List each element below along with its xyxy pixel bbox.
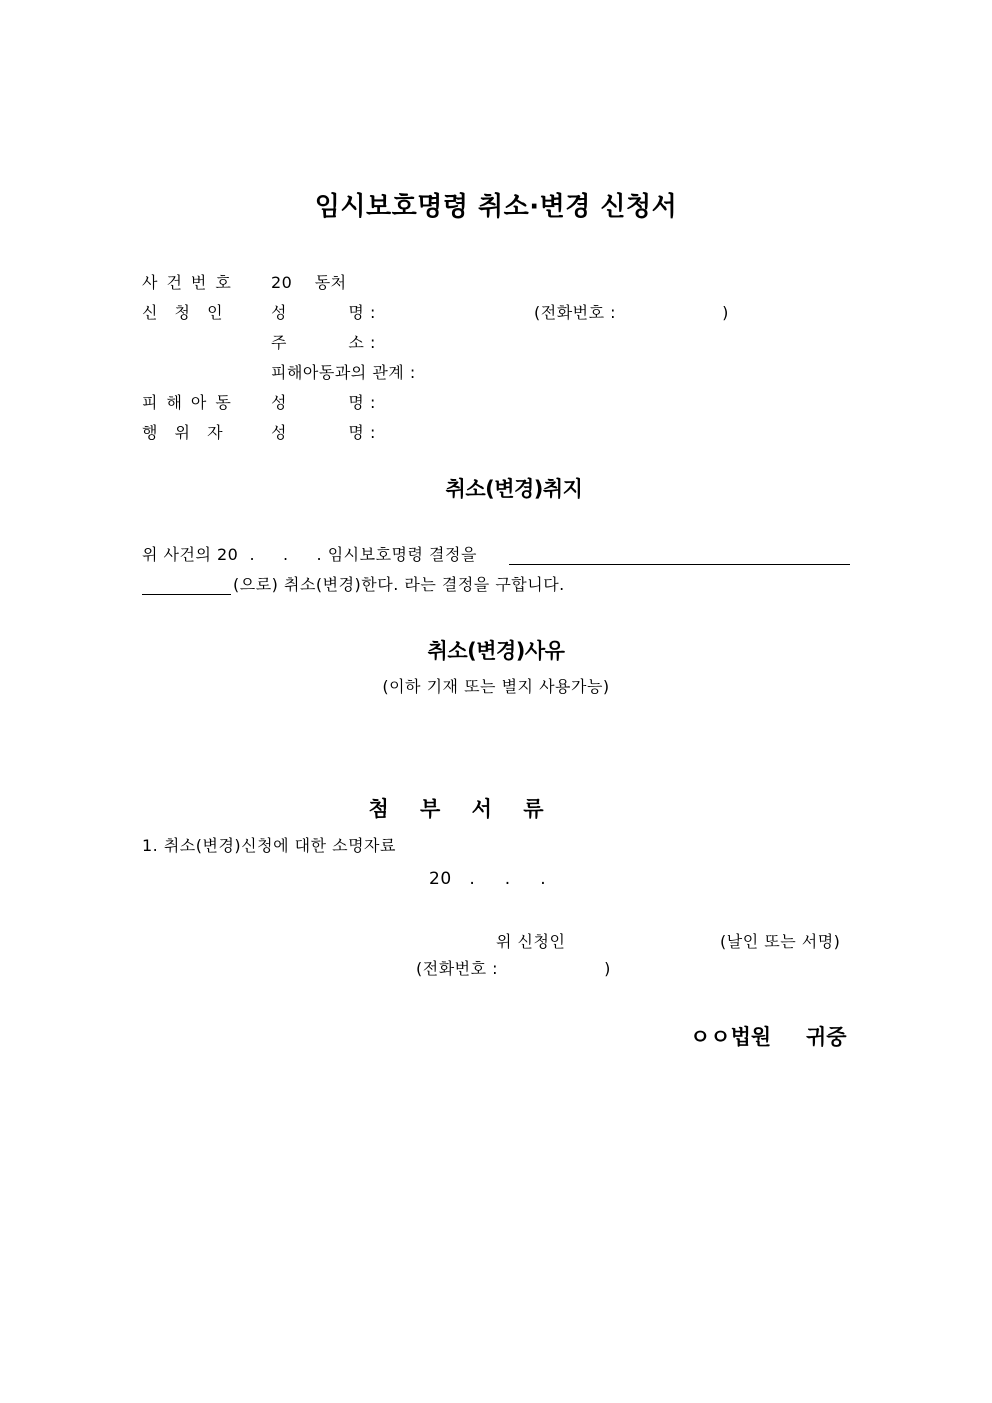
applicant-phone: (전화번호 : )	[534, 303, 729, 322]
reason-note: (이하 기재 또는 별지 사용가능)	[382, 677, 610, 696]
attachments-heading: 첨 부 서 류	[368, 797, 556, 821]
relation-label: 피해아동과의 관계 :	[271, 363, 416, 382]
case-number-label: 사건번호	[142, 273, 240, 292]
case-number-value: 20 동처	[271, 273, 347, 292]
court-name: ㅇㅇ법원	[690, 1025, 772, 1049]
purpose-blank-line-1	[509, 564, 850, 565]
victim-name-label: 성 명 :	[271, 393, 376, 412]
applicant-signature-label: 위 신청인	[496, 932, 566, 951]
signature-phone: (전화번호 : )	[416, 959, 611, 978]
document-title: 임시보호명령 취소·변경 신청서	[314, 192, 678, 222]
purpose-heading: 취소(변경)취지	[445, 477, 583, 501]
attachment-item: 1. 취소(변경)신청에 대한 소명자료	[142, 836, 396, 855]
purpose-blank-line-2	[142, 594, 231, 595]
reason-heading: 취소(변경)사유	[427, 639, 565, 663]
offender-label: 행 위 자	[142, 423, 229, 442]
offender-name-label: 성 명 :	[271, 423, 376, 442]
victim-label: 피해아동	[142, 393, 240, 412]
purpose-line-2: (으로) 취소(변경)한다. 라는 결정을 구합니다.	[233, 575, 565, 594]
seal-or-signature-note: (날인 또는 서명)	[720, 932, 841, 951]
applicant-name-label: 성 명 :	[271, 303, 376, 322]
court-suffix: 귀중	[806, 1025, 847, 1049]
purpose-line-1: 위 사건의 20 . . . 임시보호명령 결정을	[142, 545, 477, 564]
date-line: 20 . . .	[429, 869, 547, 889]
applicant-label: 신 청 인	[142, 303, 229, 322]
applicant-address-label: 주 소 :	[271, 333, 376, 352]
